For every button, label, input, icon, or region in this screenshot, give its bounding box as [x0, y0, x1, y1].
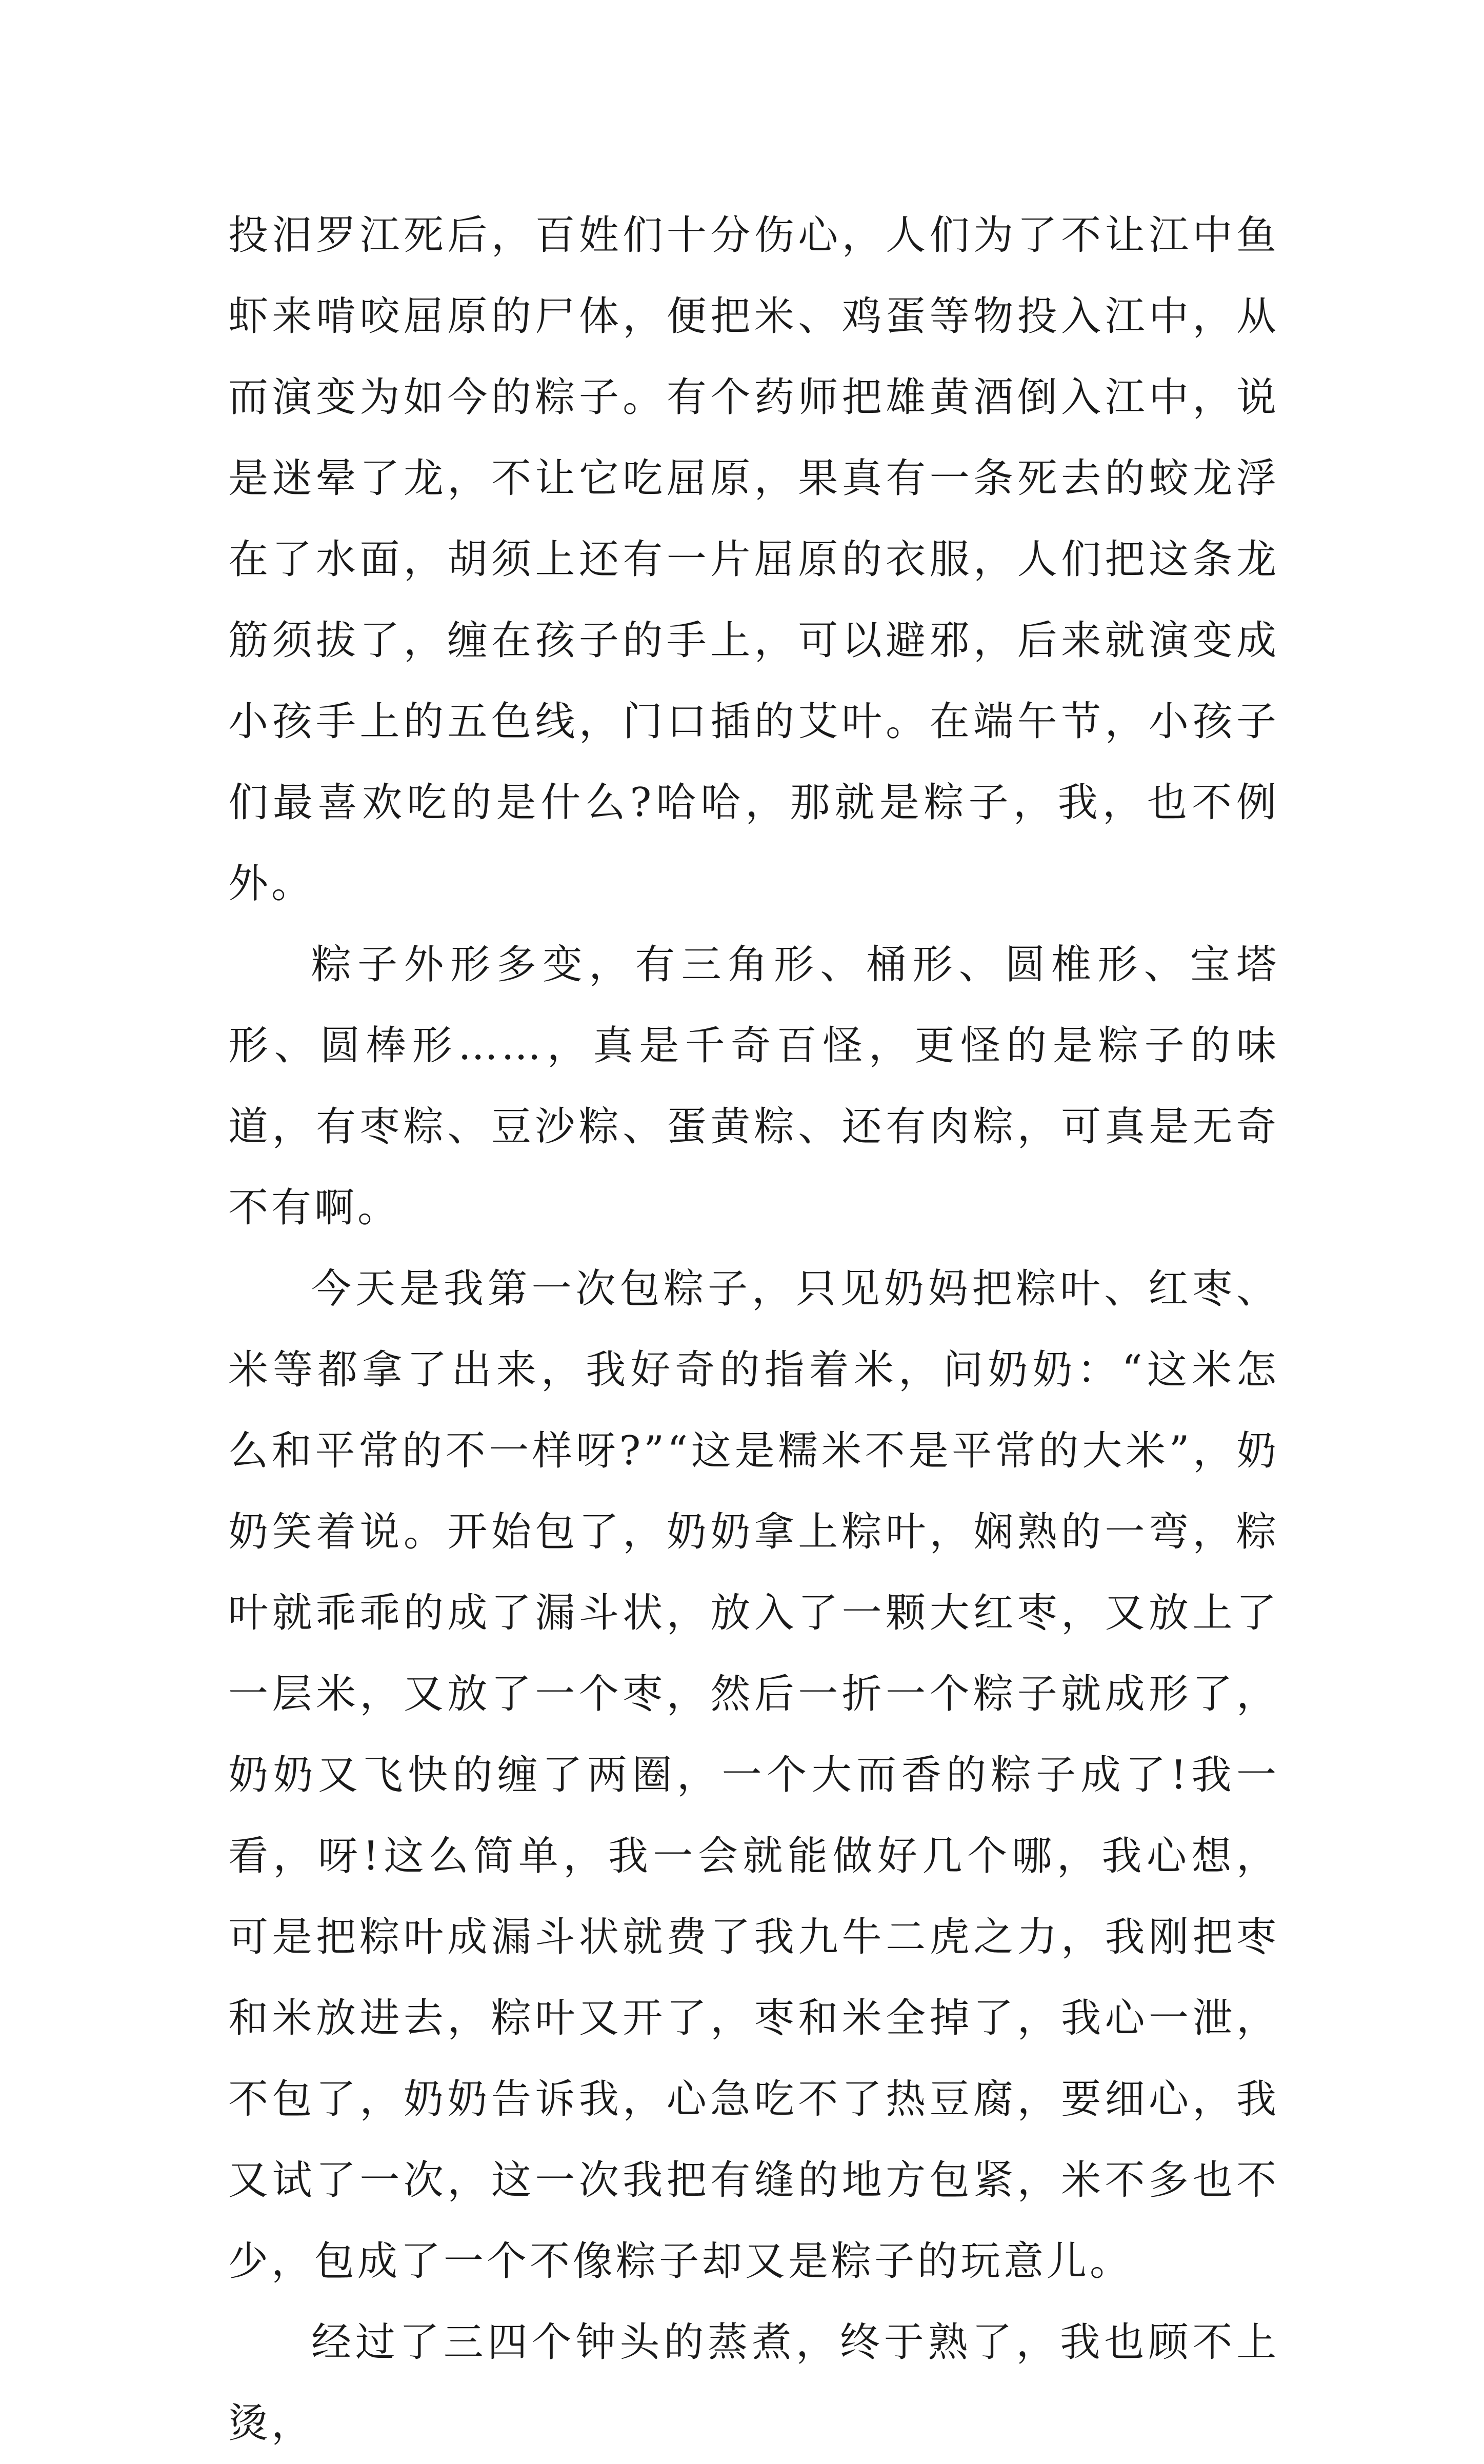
paragraph: 粽子外形多变，有三角形、桶形、圆椎形、宝塔形、圆棒形……，真是千奇百怪，更怪的是粽子的味道，有枣粽、豆沙粽、蛋黄粽、还有肉粽，可真是无奇不有啊。	[228, 942, 1279, 1231]
paragraph: 经过了三四个钟头的蒸煮，终于熟了，我也顾不上烫，	[228, 2319, 1279, 2447]
paragraph: 今天是我第一次包粽子，只见奶妈把粽叶、红枣、米等都拿了出来，我好奇的指着米，问奶奶：“这米怎么和平常的不一样呀?”“这是糯米不是平常的大米”，奶奶笑着说。开始包了，奶奶拿上粽叶，娴熟的一弯，粽叶就乖乖的成了漏斗状，放入了一颗大红枣，又放上了一层米，又放了一个枣，然后一折一个粽子就成形了，奶奶又飞快的缠了两圈，一个大而香的粽子成了!我一看，呀!这么简单，我一会就能做好几个哪，我心想，可是把粽叶成漏斗状就费了我九牛二虎之力，我刚把枣和米放进去，粽叶又开了，枣和米全掉了，我心一泄，不包了，奶奶告诉我，心急吃不了热豆腐，要细心，我又试了一次，这一次我把有缝的地方包紧，米不多也不少，包成了一个不像粽子却又是粽子的玩意儿。	[228, 1266, 1279, 2284]
document-body	[228, 195, 1279, 2464]
paragraph: 投汨罗江死后，百姓们十分伤心，人们为了不让江中鱼虾来啃咬屈原的尸体，便把米、鸡蛋等物投入江中，从而演变为如今的粽子。有个药师把雄黄酒倒入江中，说是迷晕了龙，不让它吃屈原，果真有一条死去的蛟龙浮在了水面，胡须上还有一片屈原的衣服，人们把这条龙筋须拔了，缠在孩子的手上，可以避邪，后来就演变成小孩手上的五色线，门口插的艾叶。在端午节，小孩子们最喜欢吃的是什么?哈哈，那就是粽子，我，也不例外。	[228, 212, 1279, 907]
